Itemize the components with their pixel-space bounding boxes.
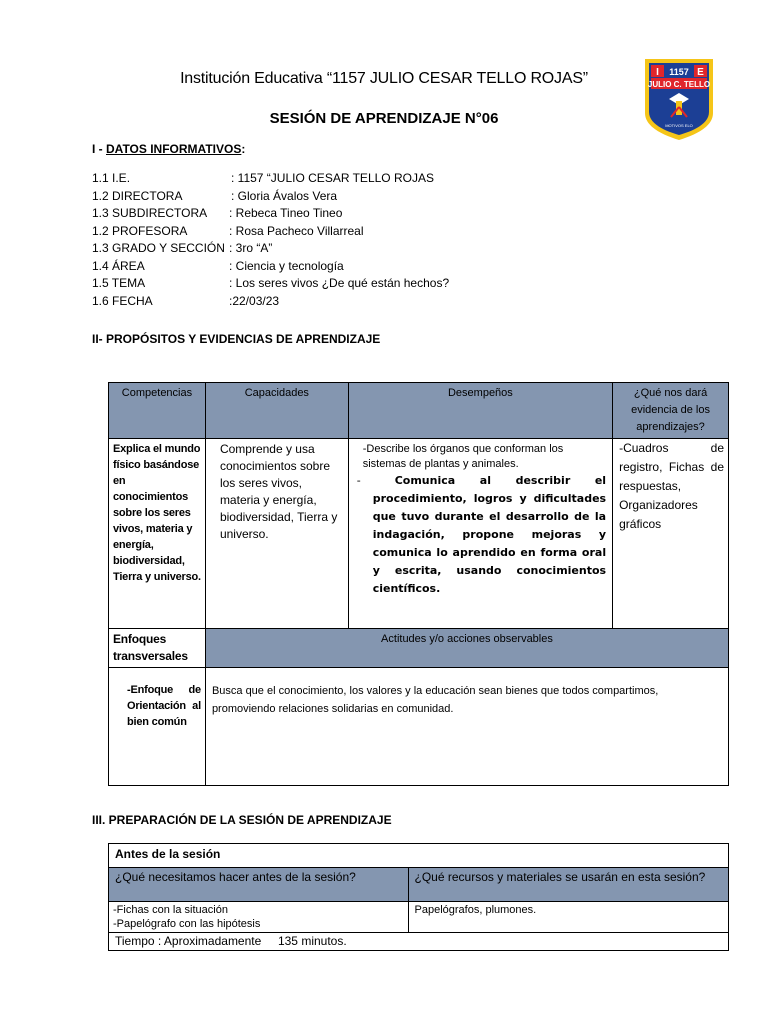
info-value: : Rebeca Tineo Tineo (229, 206, 343, 220)
preparation-table (108, 843, 729, 951)
header-desempenos: Desempeños (348, 383, 612, 439)
purposes-table (108, 382, 729, 786)
competencia-cell: Explica el mundo físico basándose en conocimientos sobre los seres vivos, materia y energía, biodiversidad, Tierra y universo. (109, 439, 206, 629)
logo-letter-left: I (656, 67, 659, 78)
col2-items: Papelógrafos, plumones. (408, 902, 728, 933)
info-label: 1.3 GRADO Y SECCIÓN (92, 241, 225, 255)
table-row (109, 902, 729, 933)
dash-bullet: - (356, 474, 361, 487)
list-item: -Papelógrafo con las hipótesis (113, 918, 261, 930)
info-label: 1.6 FECHA (92, 294, 153, 308)
logo-name: JULIO C. TELLO (647, 80, 711, 89)
capacidad-cell: Comprende y usa conocimientos sobre los seres vivos, materia y energía, biodiversidad, Tierra y universo. (205, 439, 348, 629)
table-row (109, 668, 729, 786)
info-label: 1.4 ÁREA (92, 259, 145, 273)
logo-number: 1157 (669, 67, 689, 77)
info-value: : Gloria Ávalos Vera (231, 189, 338, 203)
section-2-heading: II- PROPÓSITOS Y EVIDENCIAS DE APRENDIZAJE (92, 332, 381, 346)
section-3-heading: III. PREPARACIÓN DE LA SESIÓN DE APRENDIZAJE (92, 813, 392, 827)
col1-items (109, 902, 409, 933)
desempeno-cell (348, 439, 612, 629)
section-1-title: DATOS INFORMATIVOS (106, 142, 242, 156)
institution-title: Institución Educativa “1157 JULIO CESAR TELLO ROJAS” (180, 70, 588, 87)
info-label: 1.2 PROFESORA (92, 224, 188, 238)
list-item: -Fichas con la situación (113, 904, 228, 916)
evidencia-cell: -Cuadros de registro, Fichas de respuestas, Organizadores gráficos (613, 439, 729, 629)
table-row (109, 844, 729, 868)
section-1-heading (92, 142, 245, 156)
table-header-row (109, 383, 729, 439)
col1-header: ¿Qué necesitamos hacer antes de la sesión? (109, 868, 409, 902)
info-label: 1.5 TEMA (92, 276, 146, 290)
section-1-prefix: I - (92, 142, 106, 156)
table-row (109, 933, 729, 951)
header-competencias: Competencias (109, 383, 206, 439)
info-value: : 3ro “A” (229, 241, 273, 255)
session-title: SESIÓN DE APRENDIZAJE N°06 (269, 110, 499, 127)
info-value: : Ciencia y tecnología (229, 259, 344, 273)
desempeno-2-text: Comunica al describir el procedimiento, logros y dificultades que tuvo durante el desarrollo de la indagación, propone mejoras y comunica lo aprendido en forma oral y escrita, usando conocimientos científicos. (372, 474, 607, 595)
info-label: 1.3 SUBDIRECTORA (92, 206, 208, 220)
info-value: : Los seres vivos ¿De qué están hechos? (229, 276, 450, 290)
school-crest-logo (643, 57, 715, 141)
info-value: :22/03/23 (229, 294, 280, 308)
session-time: Tiempo : Aproximadamente 135 minutos. (109, 933, 729, 951)
enfoque-cell: -Enfoque de Orientación al bien común (109, 668, 206, 786)
info-label: 1.2 DIRECTORA (92, 189, 183, 203)
info-value: : Rosa Pacheco Villarreal (229, 224, 364, 238)
info-value: : 1157 “JULIO CESAR TELLO ROJAS (231, 171, 434, 185)
desempeno-1: -Describe los órganos que conforman los sistemas de plantas y animales. (362, 443, 564, 470)
actitudes-header: Actitudes y/o acciones observables (205, 629, 728, 668)
table-row (109, 629, 729, 668)
table-row (109, 439, 729, 629)
desempeno-2 (357, 472, 606, 598)
logo-motto: MOTIVOS ELO (665, 123, 693, 128)
before-session-title: Antes de la sesión (109, 844, 729, 868)
actitud-cell: Busca que el conocimiento, los valores y la educación sean bienes que todos compartimos, promoviendo relaciones solidarias en comunidad. (205, 668, 728, 786)
header-capacidades: Capacidades (205, 383, 348, 439)
info-label: 1.1 I.E. (92, 171, 131, 185)
header-evidencia: ¿Qué nos dará evidencia de los aprendizajes? (613, 383, 729, 439)
section-1-suffix: : (241, 142, 246, 156)
enfoques-label: Enfoques transversales (109, 629, 206, 668)
table-row (109, 868, 729, 902)
col2-header: ¿Qué recursos y materiales se usarán en esta sesión? (408, 868, 728, 902)
logo-letter-right: E (697, 67, 704, 78)
